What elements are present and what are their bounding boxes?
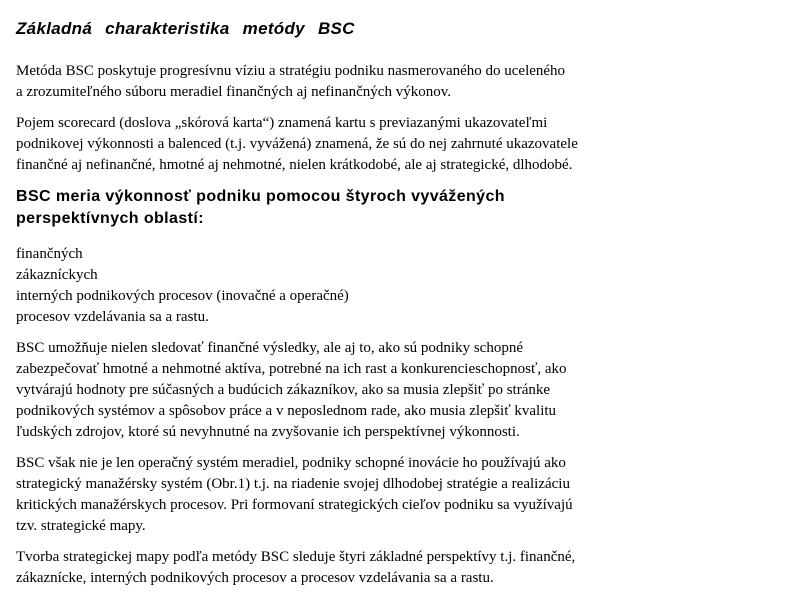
paragraph-strategic-map	[16, 547, 790, 589]
text-line: BSC meria výkonnosť podniku pomocou štyroch vyvážených	[16, 188, 505, 205]
text-line: finančné aj nefinančné, hmotné aj nehmotné, nielen krátkodobé, ale aj strategické, dlhodobé.	[16, 157, 573, 173]
list-item: interných podnikových procesov (inovačné a operačné)	[16, 288, 349, 304]
text-line: Metóda BSC poskytuje progresívnu víziu a stratégiu podniku nasmerovaného do uceleného	[16, 63, 566, 79]
text-line: tzv. strategické mapy.	[16, 518, 146, 534]
list-item: finančných	[16, 246, 83, 262]
text-line: podnikových systémov a spôsobov práce a v neposlednom rade, ako musia zlepšiť kvalitu	[16, 403, 557, 419]
list-item: procesov vzdelávania sa a rastu.	[16, 309, 209, 325]
paragraph-intro	[16, 61, 790, 103]
list-item: zákazníckych	[16, 267, 98, 283]
text-line: zabezpečovať hmotné a nehmotné aktíva, potrebné na ich rast a konkurencieschopnosť, ako	[16, 361, 567, 377]
text-line: strategický manažérsky systém (Obr.1) t.j. na riadenie svojej dlhodobej stratégie a realizáciu	[16, 476, 570, 492]
text-line: podnikovej výkonnosti a balenced (t.j. vyvážená) znamená, že sú do nej zahrnuté ukazovatele	[16, 136, 578, 152]
text-line: perspektívnych oblastí:	[16, 210, 204, 227]
paragraph-strategic-system	[16, 453, 790, 537]
text-line: vytvárajú hodnoty pre súčasných a budúcich zákazníkov, ako sa musia zlepšiť po stránke	[16, 382, 551, 398]
paragraph-scorecard-definition	[16, 113, 790, 176]
section-subheading	[16, 186, 790, 230]
paragraph-bsc-capabilities	[16, 338, 790, 443]
text-line: kritických manažérskych procesov. Pri formovaní strategických cieľov podniku sa využívajú	[16, 497, 573, 513]
text-line: ľudských zdrojov, ktoré sú nevyhnutné na zvyšovanie ich perspektívnej výkonnosti.	[16, 424, 520, 440]
text-line: BSC umožňuje nielen sledovať finančné výsledky, ale aj to, ako sú podniky schopné	[16, 340, 523, 356]
text-line: Pojem scorecard (doslova „skórová karta“) znamená kartu s previazanými ukazovateľmi	[16, 115, 548, 131]
text-line: BSC však nie je len operačný systém meradiel, podniky schopné inovácie ho používajú ako	[16, 455, 566, 471]
text-line: zákaznícke, interných podnikových procesov a procesov vzdelávania sa a rastu.	[16, 570, 494, 586]
document-title: Základná charakteristika metódy BSC	[16, 19, 355, 38]
perspectives-list	[16, 244, 790, 328]
text-line: a zrozumiteľného súboru meradiel finančných aj nefinančných výkonov.	[16, 84, 451, 100]
text-line: Tvorba strategickej mapy podľa metódy BSC sleduje štyri základné perspektívy t.j. finančné,	[16, 549, 576, 565]
